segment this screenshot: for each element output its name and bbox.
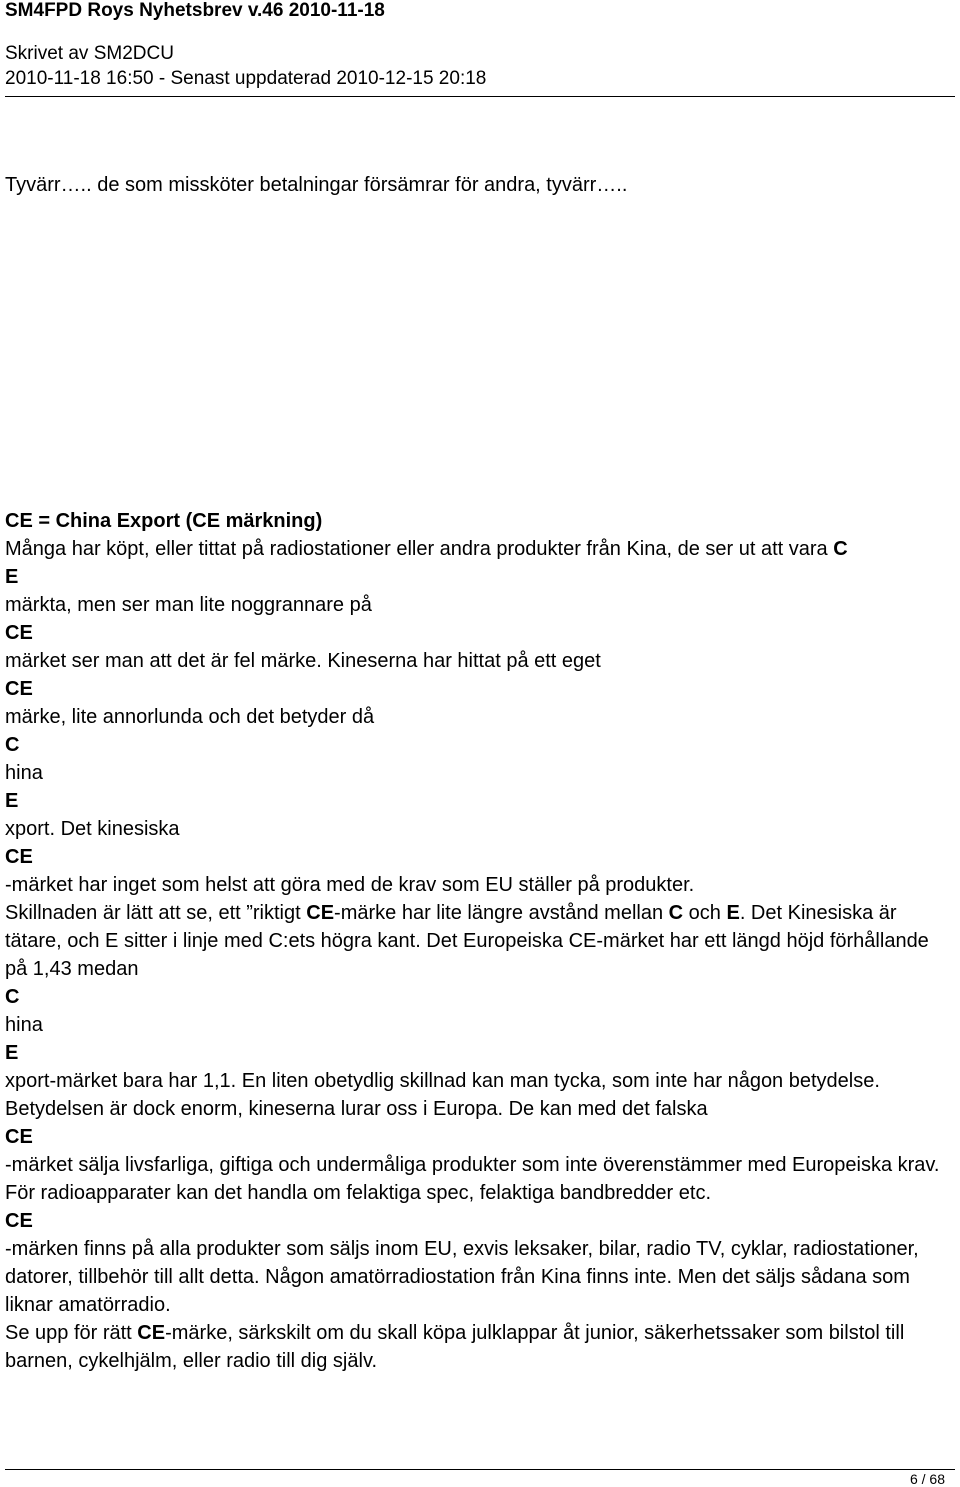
ce-mark: CE — [137, 1322, 166, 1344]
text-line: hina — [5, 762, 43, 784]
author-line: Skrivet av SM2DCU — [5, 43, 174, 64]
ce-mark: CE — [5, 678, 33, 700]
text-run: Många har köpt, eller tittat på radiostationer eller andra produkter från Kina, de ser ut att vara — [5, 538, 834, 560]
text-line: xport-märket bara har 1,1. En liten obetydlig skillnad kan man tycka, som inte har någon betydelse. Betydelsen är dock enorm, kineserna lurar oss i Europa. De kan med det falska — [5, 1070, 880, 1120]
text-run: och — [683, 902, 727, 924]
text-line: märkta, men ser man lite noggrannare på — [5, 594, 372, 616]
ce-letter-c: C — [668, 902, 684, 924]
page-number: 6 / 68 — [909, 1471, 945, 1487]
article-body — [5, 507, 955, 1375]
document-header — [5, 0, 955, 97]
text-line: -märket sälja livsfarliga, giftiga och undermåliga produkter som inte överenstämmer med Europeiska krav. För radioapparater kan det handla om felaktiga spec, felaktiga bandbredder etc. — [5, 1154, 940, 1204]
ce-letter-e: E — [726, 902, 740, 924]
ce-letter-c: C — [5, 734, 20, 756]
text-line: märket ser man att det är fel märke. Kineserna har hittat på ett eget — [5, 650, 601, 672]
text-line: hina — [5, 1014, 43, 1036]
paragraph-warning — [5, 1319, 955, 1375]
paragraph-intro — [5, 535, 955, 563]
text-line: märke, lite annorlunda och det betyder då — [5, 706, 375, 728]
text-run: -märke, särkskilt om du skall köpa julklappar åt junior, säkerhetssaker som bilstol till barnen, cykelhjälm, eller radio till dig själv. — [5, 1322, 905, 1372]
paragraph-difference — [5, 899, 955, 983]
ce-mark: CE — [5, 1210, 33, 1232]
document-title: SM4FPD Roys Nyhetsbrev v.46 2010-11-18 — [5, 0, 385, 21]
text-run: Skillnaden är lätt att se, ett ”riktigt — [5, 902, 307, 924]
ce-mark: CE — [5, 1126, 33, 1148]
ce-letter-e: E — [5, 1042, 19, 1064]
text-run: Se upp för rätt — [5, 1322, 138, 1344]
ce-letter-c: C — [5, 986, 20, 1008]
text-run: -märke har lite längre avstånd mellan — [334, 902, 669, 924]
text-line: xport. Det kinesiska — [5, 818, 180, 840]
ce-mark: CE — [5, 622, 33, 644]
ce-mark: CE — [306, 902, 335, 924]
article-heading: CE = China Export (CE märkning) — [5, 510, 323, 532]
text-run: . Det Kinesiska är tätare, och E sitter i linje med C:ets högra kant. Det Europeiska CE-märket har ett längd höjd förhållande på 1,43 medan — [5, 902, 929, 980]
intro-paragraph: Tyvärr….. de som missköter betalningar försämrar för andra, tyvärr….. — [5, 174, 628, 196]
text-line: -märket har inget som helst att göra med de krav som EU ställer på produkter. — [5, 874, 695, 896]
ce-letter-c: C — [833, 538, 848, 560]
text-line: -märken finns på alla produkter som säljs inom EU, exvis leksaker, bilar, radio TV, cyklar, radiostationer, datorer, tillbehör till allt detta. Någon amatörradiostation från Kina finns inte. Men det säljs sådana som liknar amatörradio. — [5, 1238, 919, 1316]
ce-mark: CE — [5, 846, 33, 868]
ce-letter-e: E — [5, 790, 19, 812]
ce-letter-e: E — [5, 566, 19, 588]
date-line: 2010-11-18 16:50 - Senast uppdaterad 2010-12-15 20:18 — [5, 68, 487, 89]
footer-divider — [5, 1469, 955, 1470]
header-divider — [5, 96, 955, 97]
